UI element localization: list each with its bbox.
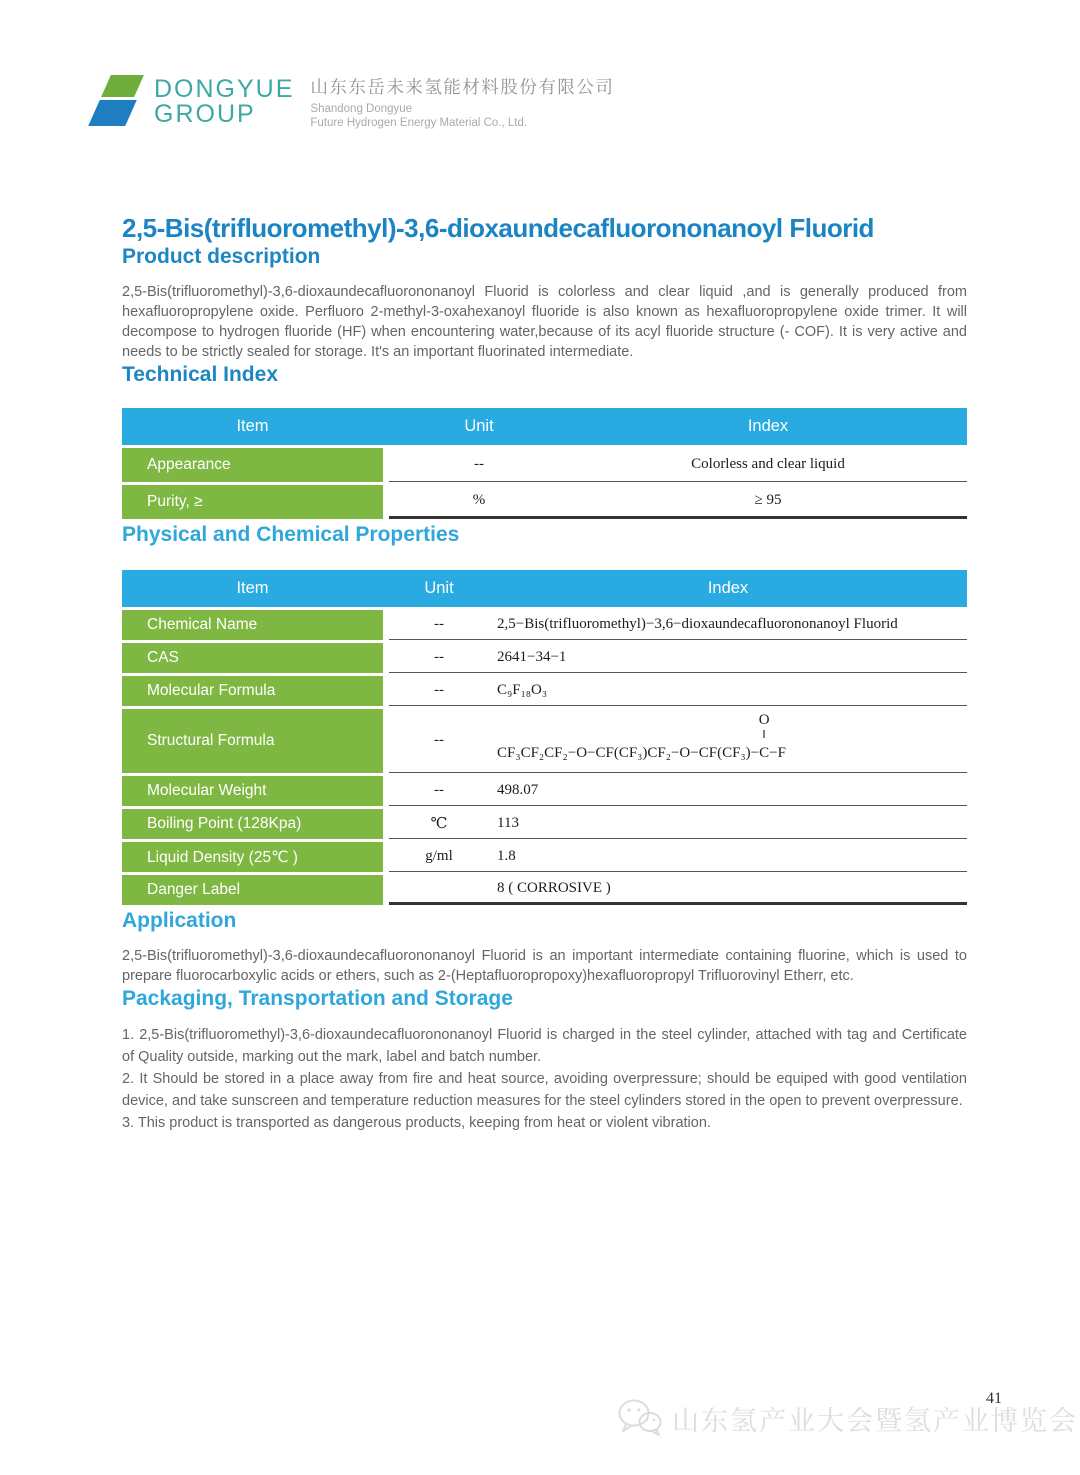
row-values bbox=[389, 610, 967, 640]
column-header-unit: Unit bbox=[424, 579, 454, 597]
packaging-item-3: 3. This product is transported as dangerous products, keeping from heat or violent vibration. bbox=[122, 1115, 711, 1131]
index-cell: 2,5−Bis(trifluoromethyl)−3,6−dioxaundecafluorononanoyl Fluorid bbox=[497, 616, 898, 632]
dongyue-wordmark bbox=[154, 77, 294, 127]
page-number: 41 bbox=[986, 1390, 1002, 1407]
company-header bbox=[86, 74, 614, 130]
table-row-structural-formula bbox=[122, 709, 967, 773]
column-header-item: Item bbox=[236, 579, 269, 597]
unit-cell: % bbox=[472, 492, 486, 508]
item-cell: Purity, ≥ bbox=[122, 485, 383, 519]
company-name-cn: 山东东岳未来氢能材料股份有限公司 bbox=[310, 77, 615, 97]
row-values bbox=[389, 809, 967, 839]
index-cell: C₉F₁₈O₃ bbox=[497, 682, 548, 698]
table-row-liquid-density bbox=[122, 842, 967, 872]
row-values bbox=[389, 709, 967, 773]
table-header-row bbox=[122, 570, 967, 607]
unit-cell: -- bbox=[474, 456, 484, 472]
carbonyl-group bbox=[758, 712, 770, 762]
column-header-unit: Unit bbox=[464, 417, 494, 435]
double-bond: ‖ bbox=[762, 727, 766, 741]
logo-parallelogram-blue bbox=[88, 100, 137, 126]
item-cell: Molecular Formula bbox=[122, 676, 383, 706]
item-cell: CAS bbox=[122, 643, 383, 673]
section-heading-product-description: Product description bbox=[122, 245, 321, 268]
unit-cell: -- bbox=[434, 782, 444, 798]
row-values bbox=[389, 485, 967, 519]
item-cell: Liquid Density (25℃ ) bbox=[122, 842, 383, 872]
row-values bbox=[389, 875, 967, 905]
row-values bbox=[389, 842, 967, 872]
company-names bbox=[310, 74, 614, 130]
row-values bbox=[389, 776, 967, 806]
watermark-text: 山东氢产业大会暨氢产业博览会 bbox=[672, 1405, 1078, 1436]
product-description-text: 2,5-Bis(trifluoromethyl)-3,6-dioxaundecafluorononanoyl Fluorid is colorless and clear liquid ,and is generally produced from hexafluoropropylene oxide. Perfluoro 2-methyl-3-oxahexanoyl fluoride is also known as hexafluoropropylene oxide trimer. It will decompose to hydrogen fluoride (HF) when encountering water,because of its acyl fluoride structure (- COF). It is very active and needs to be strictly sealed for storage. It's an important fluorinated intermediate. bbox=[122, 284, 967, 360]
formula-chain: CF₃CF₂CF₂−O−CF(CF₃)CF₂−O−CF(CF₃)− bbox=[497, 745, 760, 761]
table-row-danger-label bbox=[122, 875, 967, 905]
carbonyl-carbon: C bbox=[759, 745, 770, 761]
column-header-index: Index bbox=[707, 579, 749, 597]
column-header-item: Item bbox=[236, 417, 269, 435]
row-values bbox=[389, 643, 967, 673]
unit-cell: -- bbox=[434, 732, 444, 748]
wordmark-line2: GROUP bbox=[154, 100, 256, 128]
table-row-purity bbox=[122, 485, 967, 519]
row-values bbox=[389, 448, 967, 482]
index-cell: ≥ 95 bbox=[754, 492, 782, 508]
index-cell: 1.8 bbox=[497, 848, 516, 864]
section-heading-technical-index: Technical Index bbox=[122, 363, 278, 386]
structural-formula bbox=[489, 709, 967, 772]
item-cell: Structural Formula bbox=[122, 709, 383, 773]
physical-chemical-properties-table bbox=[122, 570, 967, 905]
page-title: 2,5-Bis(trifluoromethyl)-3,6-dioxaundecafluorononanoyl Fluorid bbox=[122, 213, 874, 243]
index-cell: Colorless and clear liquid bbox=[691, 456, 845, 472]
item-cell: Appearance bbox=[122, 448, 383, 482]
application-text: 2,5-Bis(trifluoromethyl)-3,6-dioxaundecafluorononanoyl Fluorid is an important intermediate containing fluorine, which is used to prepare fluorocarboxylic acids or ethers, such as 2-(Heptafluoropropoxy)hexafluoropropyl Trifluorovinyl Etherr, etc. bbox=[122, 948, 967, 984]
footer-watermark bbox=[616, 1398, 1078, 1438]
company-name-en-1: Shandong Dongyue bbox=[310, 103, 413, 115]
carbonyl-oxygen: O bbox=[758, 712, 770, 728]
item-cell: Chemical Name bbox=[122, 610, 383, 640]
unit-cell: -- bbox=[434, 682, 444, 698]
packaging-list bbox=[122, 1024, 967, 1134]
section-heading-packaging: Packaging, Transportation and Storage bbox=[122, 987, 513, 1010]
item-cell: Molecular Weight bbox=[122, 776, 383, 806]
table-row-molecular-formula bbox=[122, 676, 967, 706]
table-row-appearance bbox=[122, 448, 967, 482]
company-name-en-2: Future Hydrogen Energy Material Co., Ltd. bbox=[310, 117, 528, 129]
index-cell: 498.07 bbox=[497, 782, 539, 798]
packaging-item-2: 2. It Should be stored in a place away from fire and heat source, avoiding overpressure; should be equiped with good ventilation device, and take sunscreen and temperature reduction measures for the steel cylinders stored in the open to prevent overpressure. bbox=[122, 1071, 967, 1109]
formula-end: −F bbox=[769, 745, 786, 761]
packaging-item-1: 1. 2,5-Bis(trifluoromethyl)-3,6-dioxaundecafluorononanoyl Fluorid is charged in the steel cylinder, attached with tag and Certificate of Quality outside, marking out the mark, label and batch number. bbox=[122, 1027, 967, 1065]
row-values bbox=[389, 676, 967, 706]
table-row-molecular-weight bbox=[122, 776, 967, 806]
table-header-row bbox=[122, 408, 967, 445]
table-row-boiling-point bbox=[122, 809, 967, 839]
unit-cell: -- bbox=[434, 649, 444, 665]
table-row-cas bbox=[122, 643, 967, 673]
wordmark-line1: DONGYUE bbox=[154, 75, 295, 103]
unit-cell: g/ml bbox=[425, 848, 453, 864]
index-cell: 8 ( CORROSIVE ) bbox=[497, 880, 611, 896]
technical-index-table bbox=[122, 408, 967, 519]
item-cell: Danger Label bbox=[122, 875, 383, 905]
index-cell: 2641−34−1 bbox=[497, 649, 567, 665]
item-cell: Boiling Point (128Kpa) bbox=[122, 809, 383, 839]
section-heading-application: Application bbox=[122, 909, 237, 932]
logo-parallelogram-green bbox=[101, 75, 144, 97]
index-cell: 113 bbox=[497, 815, 519, 831]
wechat-icon bbox=[616, 1398, 664, 1438]
dongyue-logo-icon bbox=[86, 74, 148, 130]
table-row-chemical-name bbox=[122, 610, 967, 640]
unit-cell: ℃ bbox=[430, 816, 448, 832]
section-heading-physical-chemical-properties: Physical and Chemical Properties bbox=[122, 523, 460, 546]
unit-cell: -- bbox=[434, 616, 444, 632]
column-header-index: Index bbox=[747, 417, 789, 435]
page-content bbox=[122, 200, 967, 1134]
